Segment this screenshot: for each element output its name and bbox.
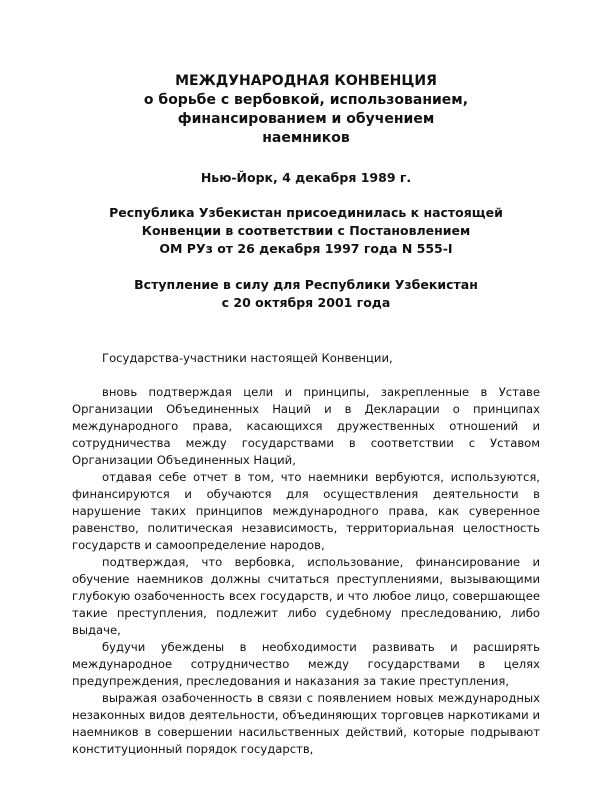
accession-line: Конвенции в соответствии с Постановлением — [141, 223, 471, 238]
title-line: наемников — [262, 130, 350, 146]
preamble-paragraph: отдавая себе отчет в том, что наемники вербуются, используются, финансируются и обучаются для осуществления деятельности в нарушение таких принципов международного права, как суверенное равенство, политическая независимость, территориальная целостность государств и самоопределение народов, — [72, 470, 540, 552]
accession-line: ОМ РУз от 26 декабря 1997 года N 555-I — [159, 241, 453, 256]
preamble-paragraph: будучи убеждены в необходимости развивать и расширять международное сотрудничество между государствами в целях предупреждения, преследования и наказания за такие преступления, — [72, 640, 540, 688]
entry-force-line: с 20 октября 2001 года — [221, 295, 391, 310]
accession-note — [72, 204, 540, 258]
preamble-paragraph: выражая озабоченность в связи с появлением новых международных незаконных видов деятельности, объединяющих торговцев наркотиками и наемников в совершении насильственных действий, которые подрывают конституционный порядок государств, — [72, 691, 540, 756]
entry-force-line: Вступление в силу для Республики Узбекистан — [134, 277, 478, 292]
preamble-intro: Государства-участники настоящей Конвенции, — [102, 351, 393, 365]
preamble-paragraph: подтверждая, что вербовка, использование, финансирование и обучение наемников должны считаться преступлениями, вызывающими глубокую озабоченность всех государств, и что любое лицо, совершающее такие преступления, подлежит либо судебному преследованию, либо выдаче, — [72, 555, 540, 637]
title-line: финансированием и обучением — [177, 111, 435, 127]
title-line: МЕЖДУНАРОДНАЯ КОНВЕНЦИЯ — [175, 73, 437, 89]
document-title — [72, 72, 540, 148]
title-line: о борьбе с вербовкой, использованием, — [143, 92, 469, 108]
document-body — [72, 350, 540, 758]
document-page — [72, 72, 540, 758]
preamble-paragraph: вновь подтверждая цели и принципы, закрепленные в Уставе Организации Объединенных Наций и в Декларации о принципах международного права, касающихся дружественных отношений и сотрудничества между государствами в соответствии с Уставом Организации Объединенных Наций, — [72, 385, 540, 467]
accession-line: Республика Узбекистан присоединилась к настоящей — [109, 205, 503, 220]
place-and-date: Нью-Йорк, 4 декабря 1989 г. — [200, 170, 412, 185]
entry-into-force-note — [72, 276, 540, 312]
